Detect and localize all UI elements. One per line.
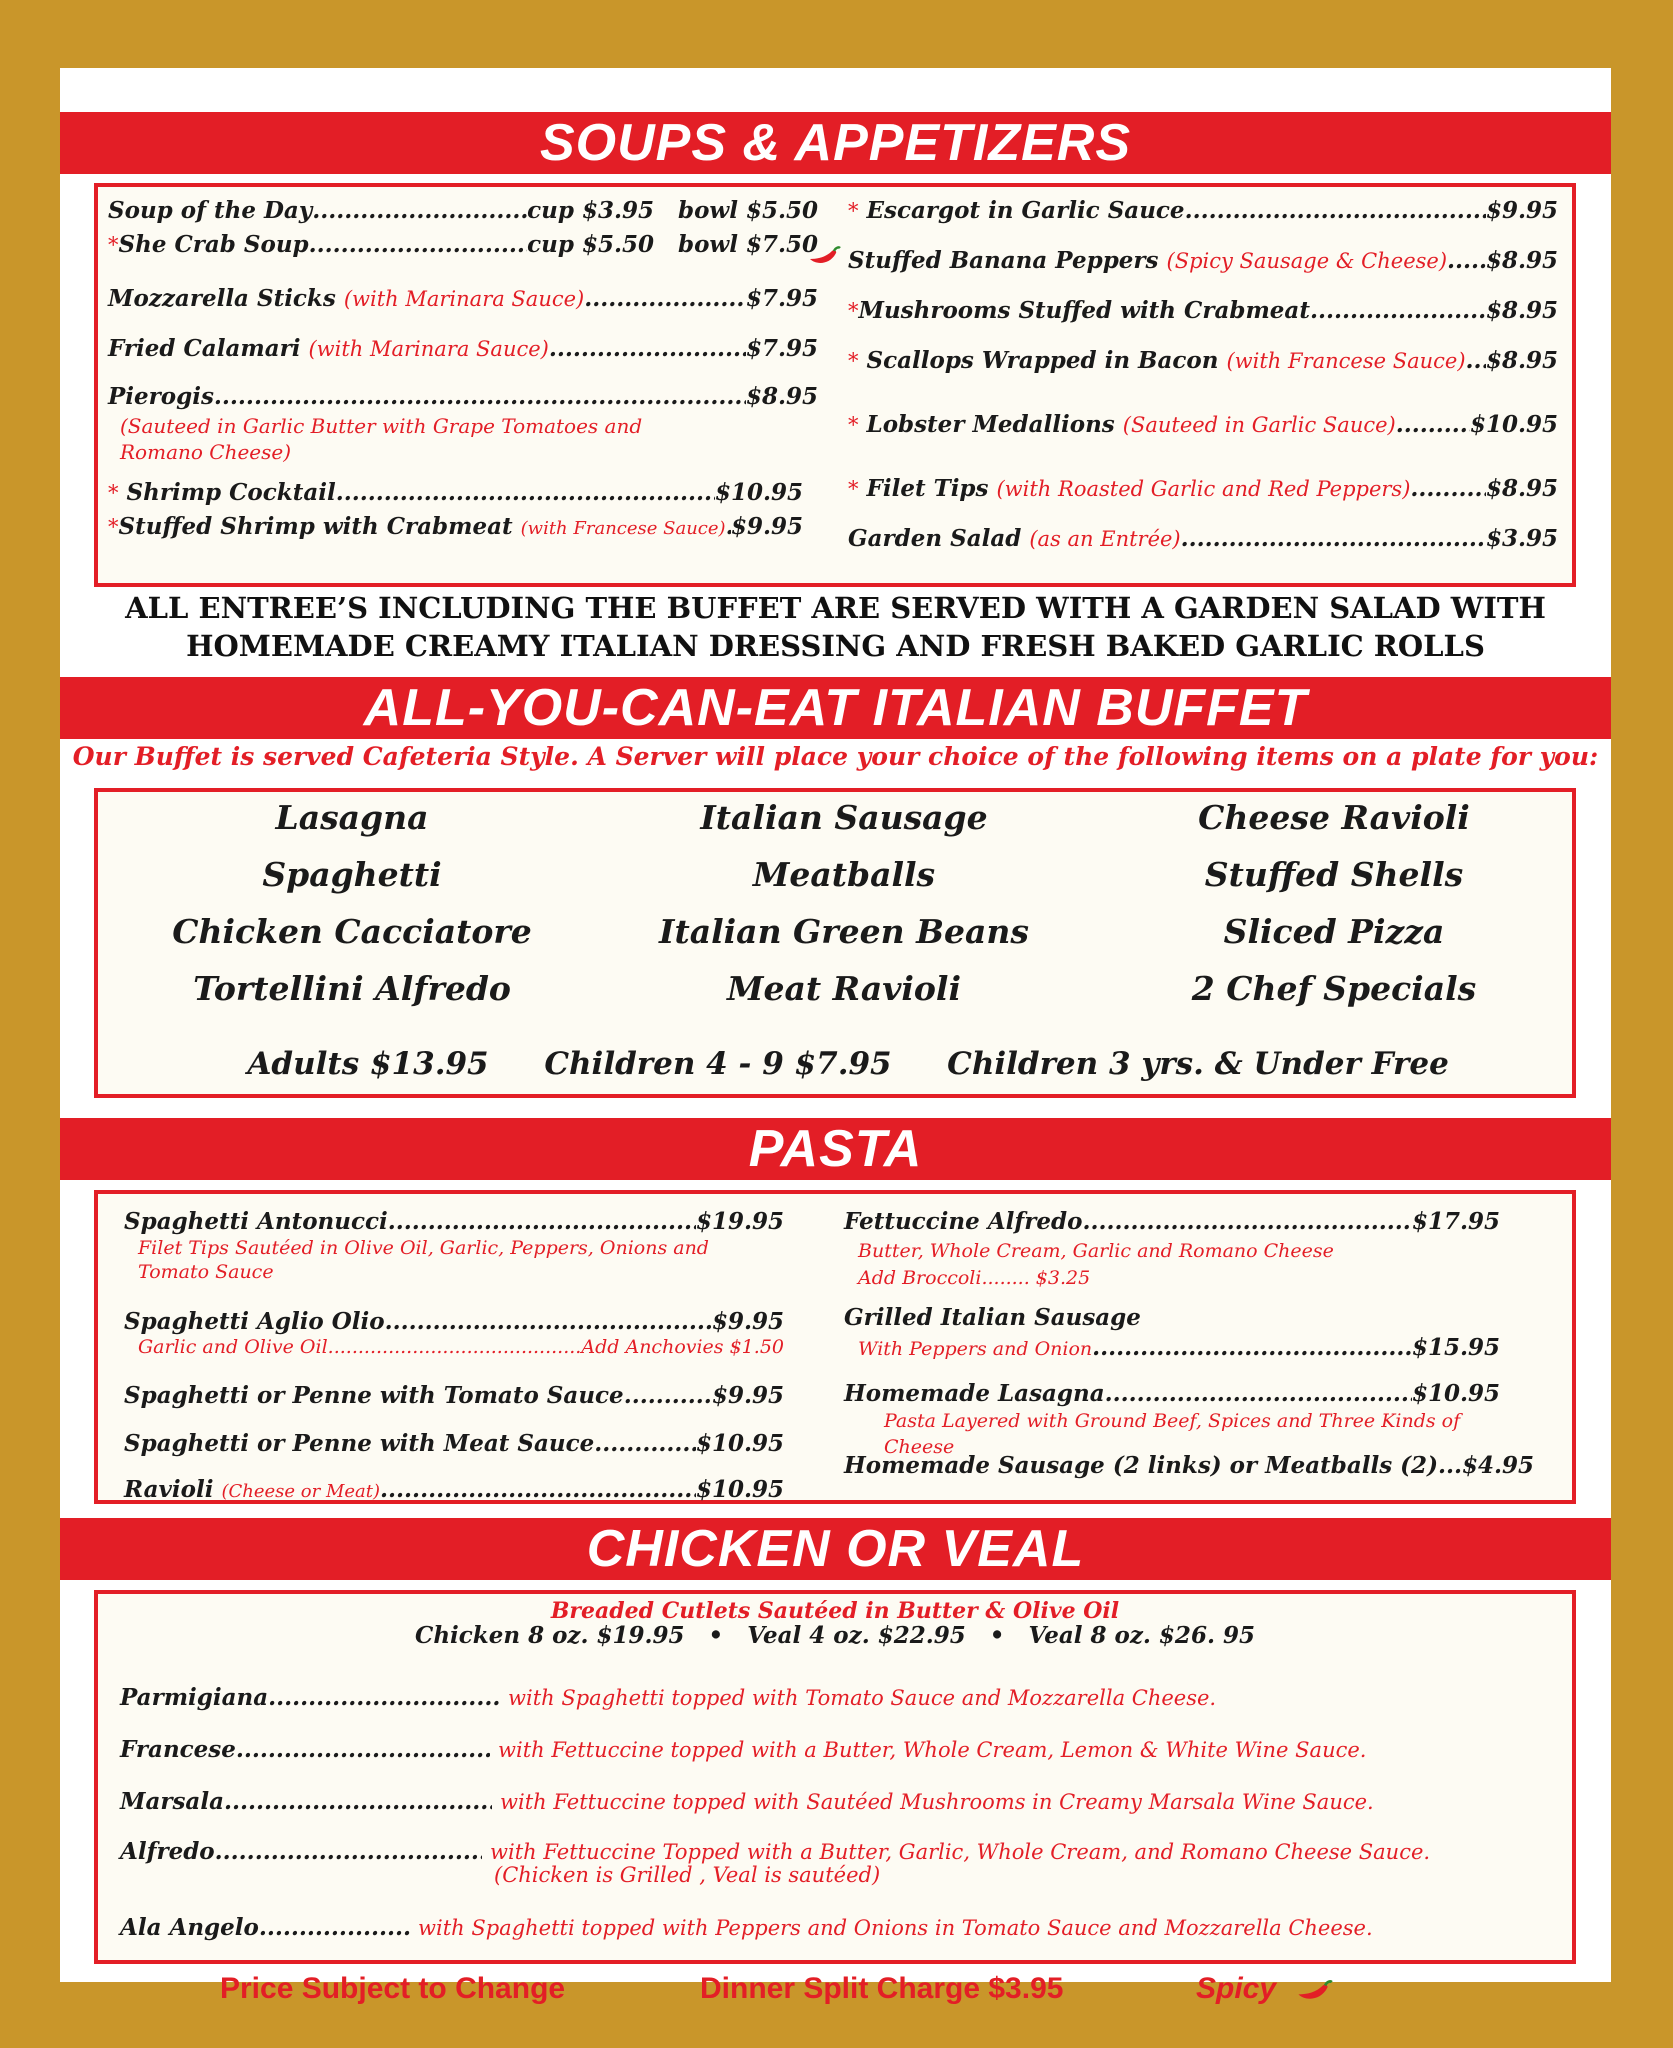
item-addon: Add Anchovies $1.50 xyxy=(581,1336,784,1358)
menu-item xyxy=(848,197,1558,224)
menu-paper xyxy=(60,68,1611,2005)
menu-item xyxy=(120,1736,1366,1763)
item-price: $10.95 xyxy=(695,1476,784,1503)
item-note: (Sauteed in Garlic Sauce) xyxy=(1122,413,1396,437)
menu-item xyxy=(848,297,1558,324)
menu-item xyxy=(124,1208,784,1235)
menu-item xyxy=(120,1788,1374,1815)
item-name: Lobster Medallions xyxy=(866,411,1115,438)
menu-item xyxy=(108,513,803,540)
spicy-legend: Spicy xyxy=(1196,1972,1277,2005)
menu-item xyxy=(120,1838,1430,1865)
item-price: $8.95 xyxy=(1485,475,1558,502)
item-price: $3.95 xyxy=(1485,525,1558,552)
chicken-box xyxy=(94,1590,1576,1964)
buffet-item: Italian Sausage xyxy=(700,798,988,837)
item-name: Fettuccine Alfredo xyxy=(844,1208,1083,1235)
buffet-item: Meat Ravioli xyxy=(727,969,961,1008)
item-name: Mozzarella Sticks xyxy=(108,285,336,312)
menu-item xyxy=(844,1452,1534,1479)
menu-item xyxy=(124,1430,784,1457)
item-name: Grilled Italian Sausage xyxy=(844,1304,1141,1331)
item-note: (with Marinara Sauce) xyxy=(308,337,549,361)
item-description: Filet Tips Sautéed in Olive Oil, Garlic, Peppers, Onions and Tomato Sauce xyxy=(138,1237,709,1283)
item-description xyxy=(138,1336,784,1358)
soups-box xyxy=(94,183,1576,587)
item-description: with Fettuccine topped with Sautéed Mushrooms in Creamy Marsala Wine Sauce. xyxy=(500,1790,1374,1814)
buffet-item: Chicken Cacciatore xyxy=(172,912,532,951)
price-note: Price Subject to Change xyxy=(220,1972,566,2005)
item-description: (Sauteed in Garlic Butter with Grape Tomatoes and Romano Cheese) xyxy=(120,414,643,464)
item-name: Spaghetti or Penne with Tomato Sauce xyxy=(124,1382,624,1409)
item-description-text: Garlic and Olive Oil xyxy=(138,1336,328,1358)
item-price: $7.95 xyxy=(745,285,818,312)
item-note: (with Roasted Garlic and Red Peppers) xyxy=(996,477,1411,501)
item-price: $19.95 xyxy=(695,1208,784,1235)
split-charge: Dinner Split Charge $3.95 xyxy=(700,1972,1064,2005)
item-description xyxy=(858,1334,1500,1361)
item-name: Ravioli xyxy=(124,1476,214,1503)
item-name: Garden Salad xyxy=(848,525,1022,552)
menu-frame xyxy=(30,32,1643,2016)
item-price: $15.95 xyxy=(1411,1334,1500,1361)
item-name: Francese xyxy=(120,1736,236,1763)
item-description-text: With Peppers and Onion xyxy=(858,1338,1093,1360)
menu-item xyxy=(124,1308,784,1335)
item-name: Escargot in Garlic Sauce xyxy=(866,197,1185,224)
menu-item xyxy=(848,247,1558,274)
buffet-item: Meatballs xyxy=(752,855,936,894)
buffet-price-children: Children 4 - 9 $7.95 xyxy=(544,1046,892,1082)
item-note: (Spicy Sausage & Cheese) xyxy=(1166,249,1448,273)
menu-item xyxy=(848,347,1558,374)
buffet-box xyxy=(94,788,1576,1098)
star-marker: * xyxy=(848,199,859,223)
star-marker: * xyxy=(848,413,859,437)
item-price: $10.95 xyxy=(1411,1380,1500,1407)
star-marker: * xyxy=(848,299,859,323)
item-name: Marsala xyxy=(120,1788,224,1815)
chicken-sizes: Chicken 8 oz. $19.95 • Veal 4 oz. $22.95 • Veal 8 oz. $26. 95 xyxy=(415,1622,1255,1649)
buffet-item: Stuffed Shells xyxy=(1204,855,1464,894)
menu-item xyxy=(848,411,1558,438)
buffet-banner: ALL-YOU-CAN-EAT ITALIAN BUFFET xyxy=(60,677,1611,739)
chili-pepper-icon xyxy=(1294,1978,1334,2004)
item-note: (with Francese Sauce) xyxy=(1226,349,1466,373)
buffet-price-under: Children 3 yrs. & Under Free xyxy=(947,1046,1449,1082)
item-price: $10.95 xyxy=(1469,411,1558,438)
star-marker: * xyxy=(108,233,119,257)
menu-item xyxy=(844,1208,1500,1235)
item-name: She Crab Soup xyxy=(118,231,309,258)
item-note: (Chicken is Grilled , Veal is sautéed) xyxy=(494,1863,881,1887)
buffet-item: Spaghetti xyxy=(262,855,442,894)
item-note: (with Marinara Sauce) xyxy=(343,287,585,311)
item-price-cup: cup $5.50 xyxy=(527,231,654,258)
item-note: (with Francese Sauce) xyxy=(520,518,726,539)
buffet-item: Sliced Pizza xyxy=(1223,912,1445,951)
menu-item xyxy=(108,285,818,312)
item-name: Mushrooms Stuffed with Crabmeat xyxy=(858,297,1310,324)
pasta-box xyxy=(94,1190,1576,1504)
item-description: with Spaghetti topped with Peppers and Onions in Tomato Sauce and Mozzarella Cheese. xyxy=(418,1916,1373,1940)
item-price: $10.95 xyxy=(714,479,803,506)
item-name: Fried Calamari xyxy=(108,335,301,362)
item-name: Spaghetti Antonucci xyxy=(124,1208,388,1235)
chicken-banner: CHICKEN OR VEAL xyxy=(60,1518,1611,1580)
item-name: Spaghetti Aglio Olio xyxy=(124,1308,385,1335)
item-name: Shrimp Cocktail xyxy=(126,479,336,506)
item-note: (as an Entrée) xyxy=(1029,527,1181,551)
buffet-item: Tortellini Alfredo xyxy=(193,969,511,1008)
menu-item xyxy=(124,1476,784,1503)
item-name: Soup of the Day xyxy=(108,197,313,224)
item-description: with Fettuccine Topped with a Butter, Garlic, Whole Cream, and Romano Cheese Sauce. xyxy=(490,1840,1431,1864)
chicken-intro: Breaded Cutlets Sautéed in Butter & Olive Oil xyxy=(550,1598,1120,1624)
item-price: $9.95 xyxy=(711,1382,784,1409)
item-name: Homemade Sausage (2 links) or Meatballs (2)...$4.95 xyxy=(844,1452,1534,1479)
item-price: $17.95 xyxy=(1411,1208,1500,1235)
item-description: Pasta Layered with Ground Beef, Spices and Three Kinds of Cheese xyxy=(884,1410,1461,1458)
item-price-bowl: bowl $7.50 xyxy=(678,231,818,258)
item-price: $8.95 xyxy=(745,383,818,410)
item-price: $9.95 xyxy=(1485,197,1558,224)
chili-pepper-icon xyxy=(806,245,842,267)
item-description: with Spaghetti topped with Tomato Sauce and Mozzarella Cheese. xyxy=(508,1686,1217,1710)
menu-item xyxy=(844,1304,1500,1331)
entree-note-line-2: HOMEMADE CREAMY ITALIAN DRESSING AND FRESH BAKED GARLIC ROLLS xyxy=(186,629,1485,663)
item-price: $9.95 xyxy=(730,513,803,540)
item-price-bowl: bowl $5.50 xyxy=(678,197,818,224)
item-name: Ala Angelo xyxy=(120,1914,259,1941)
item-price: $10.95 xyxy=(695,1430,784,1457)
menu-item xyxy=(120,1684,1216,1711)
item-name: Pierogis xyxy=(108,383,214,410)
menu-item xyxy=(108,335,818,362)
item-note: (Cheese or Meat) xyxy=(221,1481,381,1502)
item-name: Stuffed Shrimp with Crabmeat xyxy=(118,513,513,540)
buffet-subtitle: Our Buffet is served Cafeteria Style. A Server will place your choice of the following items on a plate for you: xyxy=(72,742,1599,771)
star-marker: * xyxy=(848,349,859,373)
menu-item xyxy=(108,479,803,506)
item-description: Butter, Whole Cream, Garlic and Romano Cheese xyxy=(858,1240,1334,1262)
menu-item xyxy=(844,1380,1500,1407)
buffet-item: Italian Green Beans xyxy=(659,912,1029,951)
item-name: Homemade Lasagna xyxy=(844,1380,1105,1407)
item-name: Filet Tips xyxy=(866,475,989,502)
menu-item xyxy=(108,231,818,258)
star-marker: * xyxy=(108,481,119,505)
pasta-banner: PASTA xyxy=(60,1118,1611,1180)
item-price: $8.95 xyxy=(1485,347,1558,374)
item-name: Spaghetti or Penne with Meat Sauce xyxy=(124,1430,595,1457)
buffet-item: Lasagna xyxy=(275,798,429,837)
menu-item xyxy=(124,1382,784,1409)
entree-note-line-1: ALL ENTREE’S INCLUDING THE BUFFET ARE SERVED WITH A GARDEN SALAD WITH xyxy=(125,591,1546,625)
item-price: $8.95 xyxy=(1485,247,1558,274)
menu-item xyxy=(108,197,818,224)
buffet-price-adults: Adults $13.95 xyxy=(247,1046,489,1082)
item-addon: Add Broccoli........ $3.25 xyxy=(858,1267,1091,1289)
soups-banner: SOUPS & APPETIZERS xyxy=(60,112,1611,174)
menu-item xyxy=(120,1914,1373,1941)
item-price: $7.95 xyxy=(745,335,818,362)
star-marker: * xyxy=(848,477,859,501)
star-marker: * xyxy=(108,515,119,539)
buffet-item: Cheese Ravioli xyxy=(1198,798,1470,837)
item-price: $8.95 xyxy=(1485,297,1558,324)
item-name: Scallops Wrapped in Bacon xyxy=(866,347,1219,374)
item-description: with Fettuccine topped with a Butter, Whole Cream, Lemon & White Wine Sauce. xyxy=(498,1738,1367,1762)
item-price-cup: cup $3.95 xyxy=(527,197,654,224)
buffet-item: 2 Chef Specials xyxy=(1191,969,1477,1008)
menu-item xyxy=(848,475,1558,502)
item-price: $9.95 xyxy=(711,1308,784,1335)
item-name: Alfredo xyxy=(120,1838,215,1865)
menu-item xyxy=(108,383,818,410)
item-name: Stuffed Banana Peppers xyxy=(848,247,1159,274)
item-name: Parmigiana xyxy=(120,1684,269,1711)
menu-item xyxy=(848,525,1558,552)
